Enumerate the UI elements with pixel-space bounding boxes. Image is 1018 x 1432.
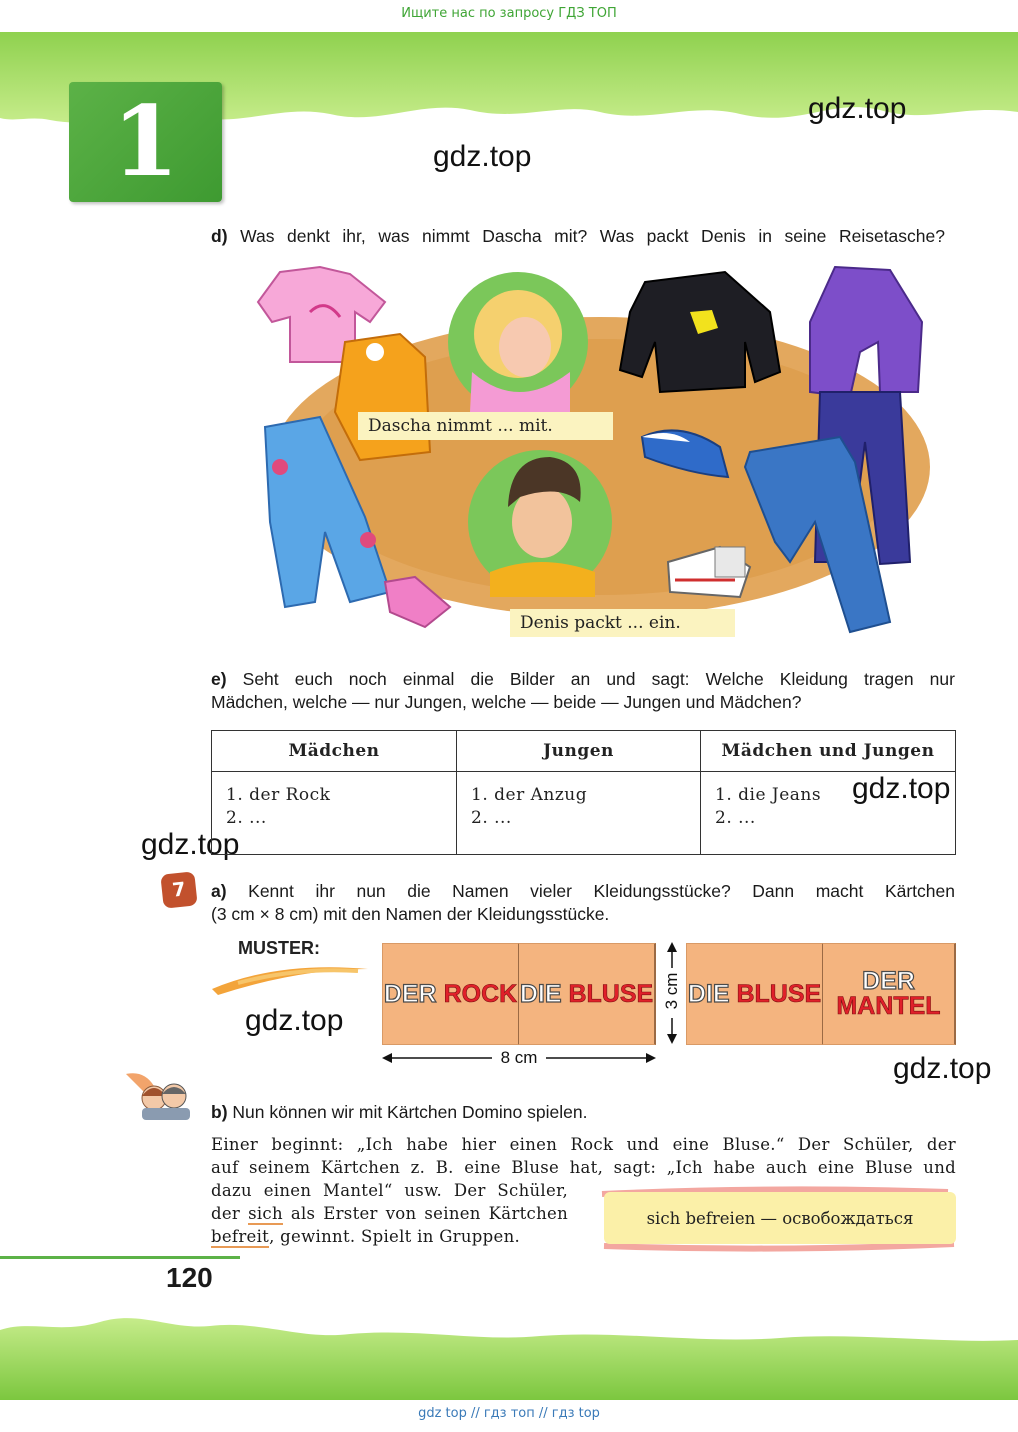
- chapter-number-box: [69, 82, 222, 202]
- orange-blouse-image: [335, 334, 430, 460]
- card-word-red: BLUSE: [568, 979, 654, 1008]
- chapter-number: 1: [112, 85, 179, 198]
- rules-line: Einer beginnt: „Ich habe hier einen Rock und eine Bluse.“ Der Schüler, der: [211, 1135, 956, 1154]
- task-7b-label: b): [211, 1102, 228, 1122]
- game-rules-text-continued: [211, 1179, 568, 1248]
- task-d-text: Was denkt ihr, was nimmt Dascha mit? Was packt Denis in seine Reisetasche?: [240, 226, 945, 246]
- task-7b: [211, 1101, 587, 1124]
- list-item: 2. ...: [715, 808, 756, 828]
- list-item: 1. der Anzug: [471, 785, 588, 805]
- page-number: 120: [166, 1262, 213, 1293]
- underlined-word: befreit: [211, 1227, 270, 1246]
- domino-card: [519, 943, 656, 1045]
- page-number-rule: [0, 1256, 240, 1259]
- muster-brush-stroke: [208, 955, 373, 997]
- list-item: 1. der Rock: [226, 785, 331, 805]
- task-e-line1: Seht euch noch einmal die Bilder an und sagt: Welche Kleidung tragen nur: [242, 669, 955, 689]
- list-item: 1. die Jeans: [715, 785, 822, 805]
- rules-word: , gewinnt. Spielt in Gruppen.: [269, 1227, 521, 1246]
- watermark: gdz.top: [893, 1052, 992, 1085]
- task-7b-text: Nun können wir mit Kärtchen Domino spielen.: [232, 1102, 588, 1122]
- domino-card: [382, 943, 520, 1045]
- table-cell: [212, 772, 457, 855]
- task-d-label: d): [211, 226, 228, 246]
- rules-line: dazu einen Mantel“ usw. Der Schüler,: [211, 1181, 568, 1200]
- bottom-grass-banner: [0, 1300, 1018, 1400]
- card-word: DER: [383, 979, 437, 1008]
- watermark: gdz.top: [433, 140, 532, 173]
- dascha-portrait-image: [448, 272, 588, 412]
- card-word: DIE: [519, 979, 562, 1008]
- task-e-line2: Mädchen, welche — nur Jungen, welche — beide — Jungen und Mädchen?: [211, 692, 802, 712]
- table-header: Mädchen: [212, 731, 457, 772]
- caption-dascha: Dascha nimmt ... mit.: [358, 412, 613, 440]
- table-cell: [701, 772, 956, 855]
- watermark: gdz.top: [852, 772, 951, 805]
- task-7a-line2: (3 cm × 8 cm) mit den Namen der Kleidungsstücke.: [211, 904, 610, 924]
- rules-word: der: [211, 1204, 241, 1223]
- domino-card: [823, 943, 956, 1045]
- task-7a-line1: Kennt ihr nun die Namen vieler Kleidungsstücke? Dann macht Kärtchen: [248, 881, 955, 901]
- muster-label: MUSTER:: [238, 938, 320, 958]
- table-header-row: [212, 731, 956, 772]
- card-word: DER: [862, 967, 915, 995]
- task-7a: [211, 880, 955, 926]
- black-sweater-image: [620, 272, 780, 392]
- height-dimension-label: 3 cm: [662, 972, 681, 1010]
- watermark: gdz.top: [141, 828, 240, 861]
- list-item: 2. ...: [471, 808, 512, 828]
- task-e-label: e): [211, 669, 227, 689]
- rules-line: [211, 1225, 568, 1248]
- table-cell: [457, 772, 701, 855]
- card-word: DIE: [687, 979, 730, 1008]
- task-e: [211, 668, 955, 714]
- watermark: gdz.top: [808, 92, 907, 125]
- card-word-red: MANTEL: [836, 992, 941, 1020]
- list-item: 2. ...: [226, 808, 267, 828]
- clothes-table: [211, 730, 956, 855]
- domino-card: [686, 943, 824, 1045]
- group-work-icon: [124, 1070, 196, 1122]
- underlined-word: sich: [248, 1204, 283, 1223]
- clothes-illustration: [250, 262, 940, 640]
- task-d: [211, 225, 945, 248]
- rules-word: als Erster von seinen Kärtchen: [290, 1204, 569, 1223]
- width-dimension-label: 8 cm: [500, 1048, 538, 1067]
- rules-line: [211, 1202, 568, 1225]
- table-row: [212, 772, 956, 855]
- game-rules-text: [211, 1133, 956, 1179]
- search-note: Ищите нас по запросу ГДЗ ТОП: [401, 6, 617, 21]
- card-word-red: BLUSE: [736, 979, 822, 1008]
- table-header: Jungen: [457, 731, 701, 772]
- watermark: gdz.top: [245, 1004, 344, 1037]
- caption-denis: Denis packt ... ein.: [510, 609, 735, 637]
- task-7a-label: a): [211, 881, 227, 901]
- exercise-number-badge: 7: [160, 871, 197, 908]
- rules-line: auf seinem Kärtchen z. B. eine Bluse hat, sagt: „Ich habe auch eine Bluse und: [211, 1158, 956, 1177]
- table-header: Mädchen und Jungen: [701, 731, 956, 772]
- footer-links: gdz top // гдз топ // гдз top: [418, 1406, 600, 1421]
- vocabulary-note: sich befreien — освобождаться: [604, 1192, 956, 1244]
- card-word-red: ROCK: [443, 979, 518, 1008]
